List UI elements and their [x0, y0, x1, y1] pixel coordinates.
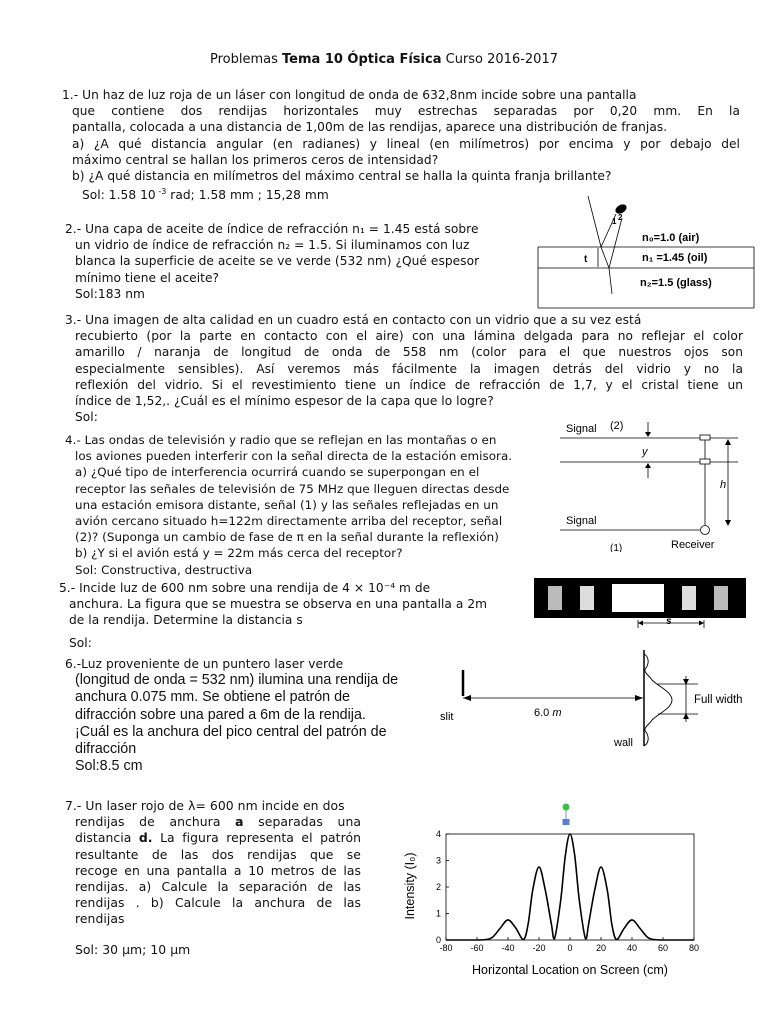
p2-line: mínimo tiene el aceite? [75, 270, 220, 285]
distance-label: 6.0 m [534, 707, 562, 719]
problem-6 [65, 656, 435, 775]
p6-line: ¡Cuál es la anchura del pico central del patrón de [75, 723, 387, 740]
p7-line: rendijas de anchura a separadas una [75, 814, 361, 830]
problem-3 [65, 312, 743, 425]
receiver-icon [701, 526, 710, 535]
p7-line: resultante de las dos rendijas que se [75, 846, 361, 862]
p3-line: reflexión del vidrio. Si el revestimiento tiene un índice de refracción de 1,7, y el cristal tiene un [75, 377, 743, 392]
ray-1-label: 1 [612, 217, 617, 226]
x-tick-label: -60 [470, 943, 484, 953]
signal-figure [560, 414, 756, 552]
p2-line: blanca la superficie de aceite se ve verde (532 nm) ¿Qué espesor [75, 254, 480, 269]
signal-bottom-label: Signal [566, 515, 597, 527]
p7-line: rendijas. a) Calcule la separación de las [75, 879, 361, 895]
full-width-label: Full width [694, 694, 743, 706]
p4-line: (2)? (Suponga un cambio de fase de π en la señal durante la reflexión) [75, 530, 499, 545]
p4-line: receptor las señales de televisión de 75 MHz que lleguen directas desde [75, 481, 510, 496]
p1-line: máximo central se hallan los primeros ceros de intensidad? [72, 152, 439, 167]
problem-1 [62, 87, 742, 203]
y-tick-label: 3 [435, 855, 441, 866]
p4-line: a) ¿Qué tipo de interferencia ocurrirá cuando se superpongan en el [75, 465, 480, 480]
x-tick-label: 20 [595, 943, 607, 953]
slit-label: slit [440, 711, 454, 723]
p2-line: 2.- Una capa de aceite de índice de refracción n₁ = 1.45 está sobre [65, 222, 479, 236]
receiver-label: Receiver [671, 539, 715, 551]
wall-label: wall [614, 737, 633, 749]
p6-line: (longitud de onda = 532 nm) ilumina una rendija de [75, 672, 399, 689]
p1-line: 1.- Un haz de luz roja de un láser con longitud de onda de 632,8nm incide sobre una pantalla [62, 88, 637, 102]
p4-line: avión cercano situado h=122m directamente arriba del receptor, señal [75, 514, 503, 529]
problem-2 [65, 221, 521, 302]
problem-5 [59, 580, 523, 651]
p7-solution: Sol: 30 μm; 10 μm [75, 941, 191, 957]
y-tick-label: 2 [435, 882, 441, 892]
plot-frame [446, 834, 694, 940]
p3-solution: Sol: [75, 410, 98, 425]
thickness-label: t [584, 254, 588, 265]
incident-ray [588, 196, 601, 247]
x-tick-label: -20 [532, 943, 546, 953]
fringe [714, 586, 728, 610]
p3-line: amarillo / naranja de longitud de onda de 558 nm (color para el que nuestros ojos son [75, 345, 743, 360]
p1-line: pantalla, colocada a una distancia de 1,00m de las rendijas, aparece una distribución de franjas. [72, 120, 668, 135]
x-tick-label: -80 [439, 943, 453, 953]
n2-label: n₂=1.5 (glass) [640, 277, 712, 289]
p4-line: 4.- Las ondas de televisión y radio que se reflejan en las montañas o en [65, 433, 497, 447]
selection-handle [563, 804, 570, 826]
p4-solution: Sol: Constructiva, destructiva [75, 562, 253, 577]
thin-film-figure [536, 188, 756, 312]
fringe [580, 586, 594, 610]
p1-line: que contiene dos rendijas horizontales muy estrechas separadas por 0,20 mm. En la [72, 104, 740, 119]
x-axis-label: Horizontal Location on Screen (cm) [472, 963, 668, 977]
central-fringe [612, 584, 664, 612]
p6-heading: 6.-Luz proveniente de un puntero laser verde [65, 657, 344, 671]
y-tick-label: 1 [435, 908, 441, 919]
y-label: y [642, 446, 648, 458]
x-tick-label: 0 [567, 943, 573, 953]
p2-solution: Sol:183 nm [75, 286, 145, 301]
fringe [548, 586, 562, 610]
x-tick-label: 60 [657, 943, 669, 953]
plane-bottom [700, 459, 710, 464]
p4-line: una estación emisora distante, señal (1) y las señales reflejadas en un [75, 497, 499, 512]
title-topic: Tema 10 Óptica Física [282, 52, 442, 67]
slit-pattern-figure [534, 578, 746, 644]
n1-label: n₁ =1.45 (oil) [642, 252, 708, 264]
p5-line: anchura. La figura que se muestra se observa en una pantalla a 2m [69, 597, 488, 612]
p3-line: especialmente sensibles). Así veremos más fácilmente la imagen detrás del vidrio y no la [75, 361, 743, 376]
y-axis-label: Intensity (I₀) [403, 852, 417, 920]
h-label: h [720, 479, 727, 491]
n0-label: n₀=1.0 (air) [642, 232, 700, 244]
p6-line: difracción [75, 741, 137, 758]
p6-solution: Sol:8.5 cm [75, 758, 143, 775]
p5-solution: Sol: [69, 635, 92, 650]
p7-line: rendijas [75, 911, 125, 927]
p6-line: difracción sobre una pared a 6m de la rendija. [75, 706, 366, 723]
s-label: s [666, 616, 672, 627]
page-title [0, 52, 768, 67]
y-tick-label: 0 [435, 935, 441, 945]
p6-line: anchura 0.075 mm. Se obtiene el patrón de [75, 689, 350, 706]
p5-line: 5.- Incide luz de 600 nm sobre una rendija de 4 × 10⁻⁴ m de [59, 581, 431, 595]
p1-line: a) ¿A qué distancia angular (en radianes) y lineal (en milímetros) por encima y por debajo del [72, 136, 740, 151]
x-tick-label: -40 [501, 943, 515, 953]
signal-1-label: (1) [610, 543, 623, 552]
plane-top [700, 435, 710, 440]
diffraction-profile [644, 654, 672, 746]
p3-line: índice de 1,52,. ¿Cuál es el mínimo espesor de la capa que lo logre? [75, 394, 494, 409]
title-course: Curso 2016-2017 [441, 52, 558, 67]
intensity-series-line [446, 834, 694, 940]
signal-2-label: (2) [610, 420, 624, 432]
p2-line: un vidrio de índice de refracción n₂ = 1.5. Si iluminamos con luz [75, 238, 470, 253]
p4-line: los aviones pueden interferir con la señal directa de la estación emisora. [75, 449, 513, 464]
p1-solution: Sol: 1.58 10 $^{-3}$ rad; 1.58 mm ; 15,28 mm [82, 187, 329, 203]
p3-line: recubierto (por la parte en contacto con el aire) con una lámina delgada para no reflejar el color [75, 329, 743, 344]
p3-line: 3.- Una imagen de alta calidad en un cuadro está en contacto con un vidrio que a su vez está [65, 313, 642, 327]
diffraction-figure [436, 650, 758, 762]
problem-4 [65, 432, 549, 578]
intensity-chart [398, 800, 704, 980]
y-tick-label: 4 [435, 829, 441, 839]
p7-line: distancia d. La figura representa el patrón [75, 830, 361, 846]
p7-line: recoge en una pantalla a 10 metros de las [75, 862, 361, 878]
p7-line: rendijas . b) Calcule la anchura de las [75, 895, 361, 911]
problem-7 [65, 798, 361, 958]
x-tick-label: 40 [626, 943, 638, 953]
title-prefix: Problemas [209, 52, 283, 67]
p7-line: 7.- Un laser rojo de λ= 600 nm incide en dos [65, 798, 345, 813]
signal-top-label: Signal [566, 423, 597, 435]
p5-line: de la rendija. Determine la distancia s [69, 613, 303, 628]
p4-line: b) ¿Y si el avión está y = 22m más cerca del receptor? [75, 546, 403, 561]
ray-2-label: 2 [618, 213, 623, 222]
p1-line: b) ¿A qué distancia en milímetros del máximo central se halla la quinta franja brillante? [72, 169, 612, 184]
x-tick-label: 80 [688, 943, 700, 953]
fringe [682, 586, 696, 610]
